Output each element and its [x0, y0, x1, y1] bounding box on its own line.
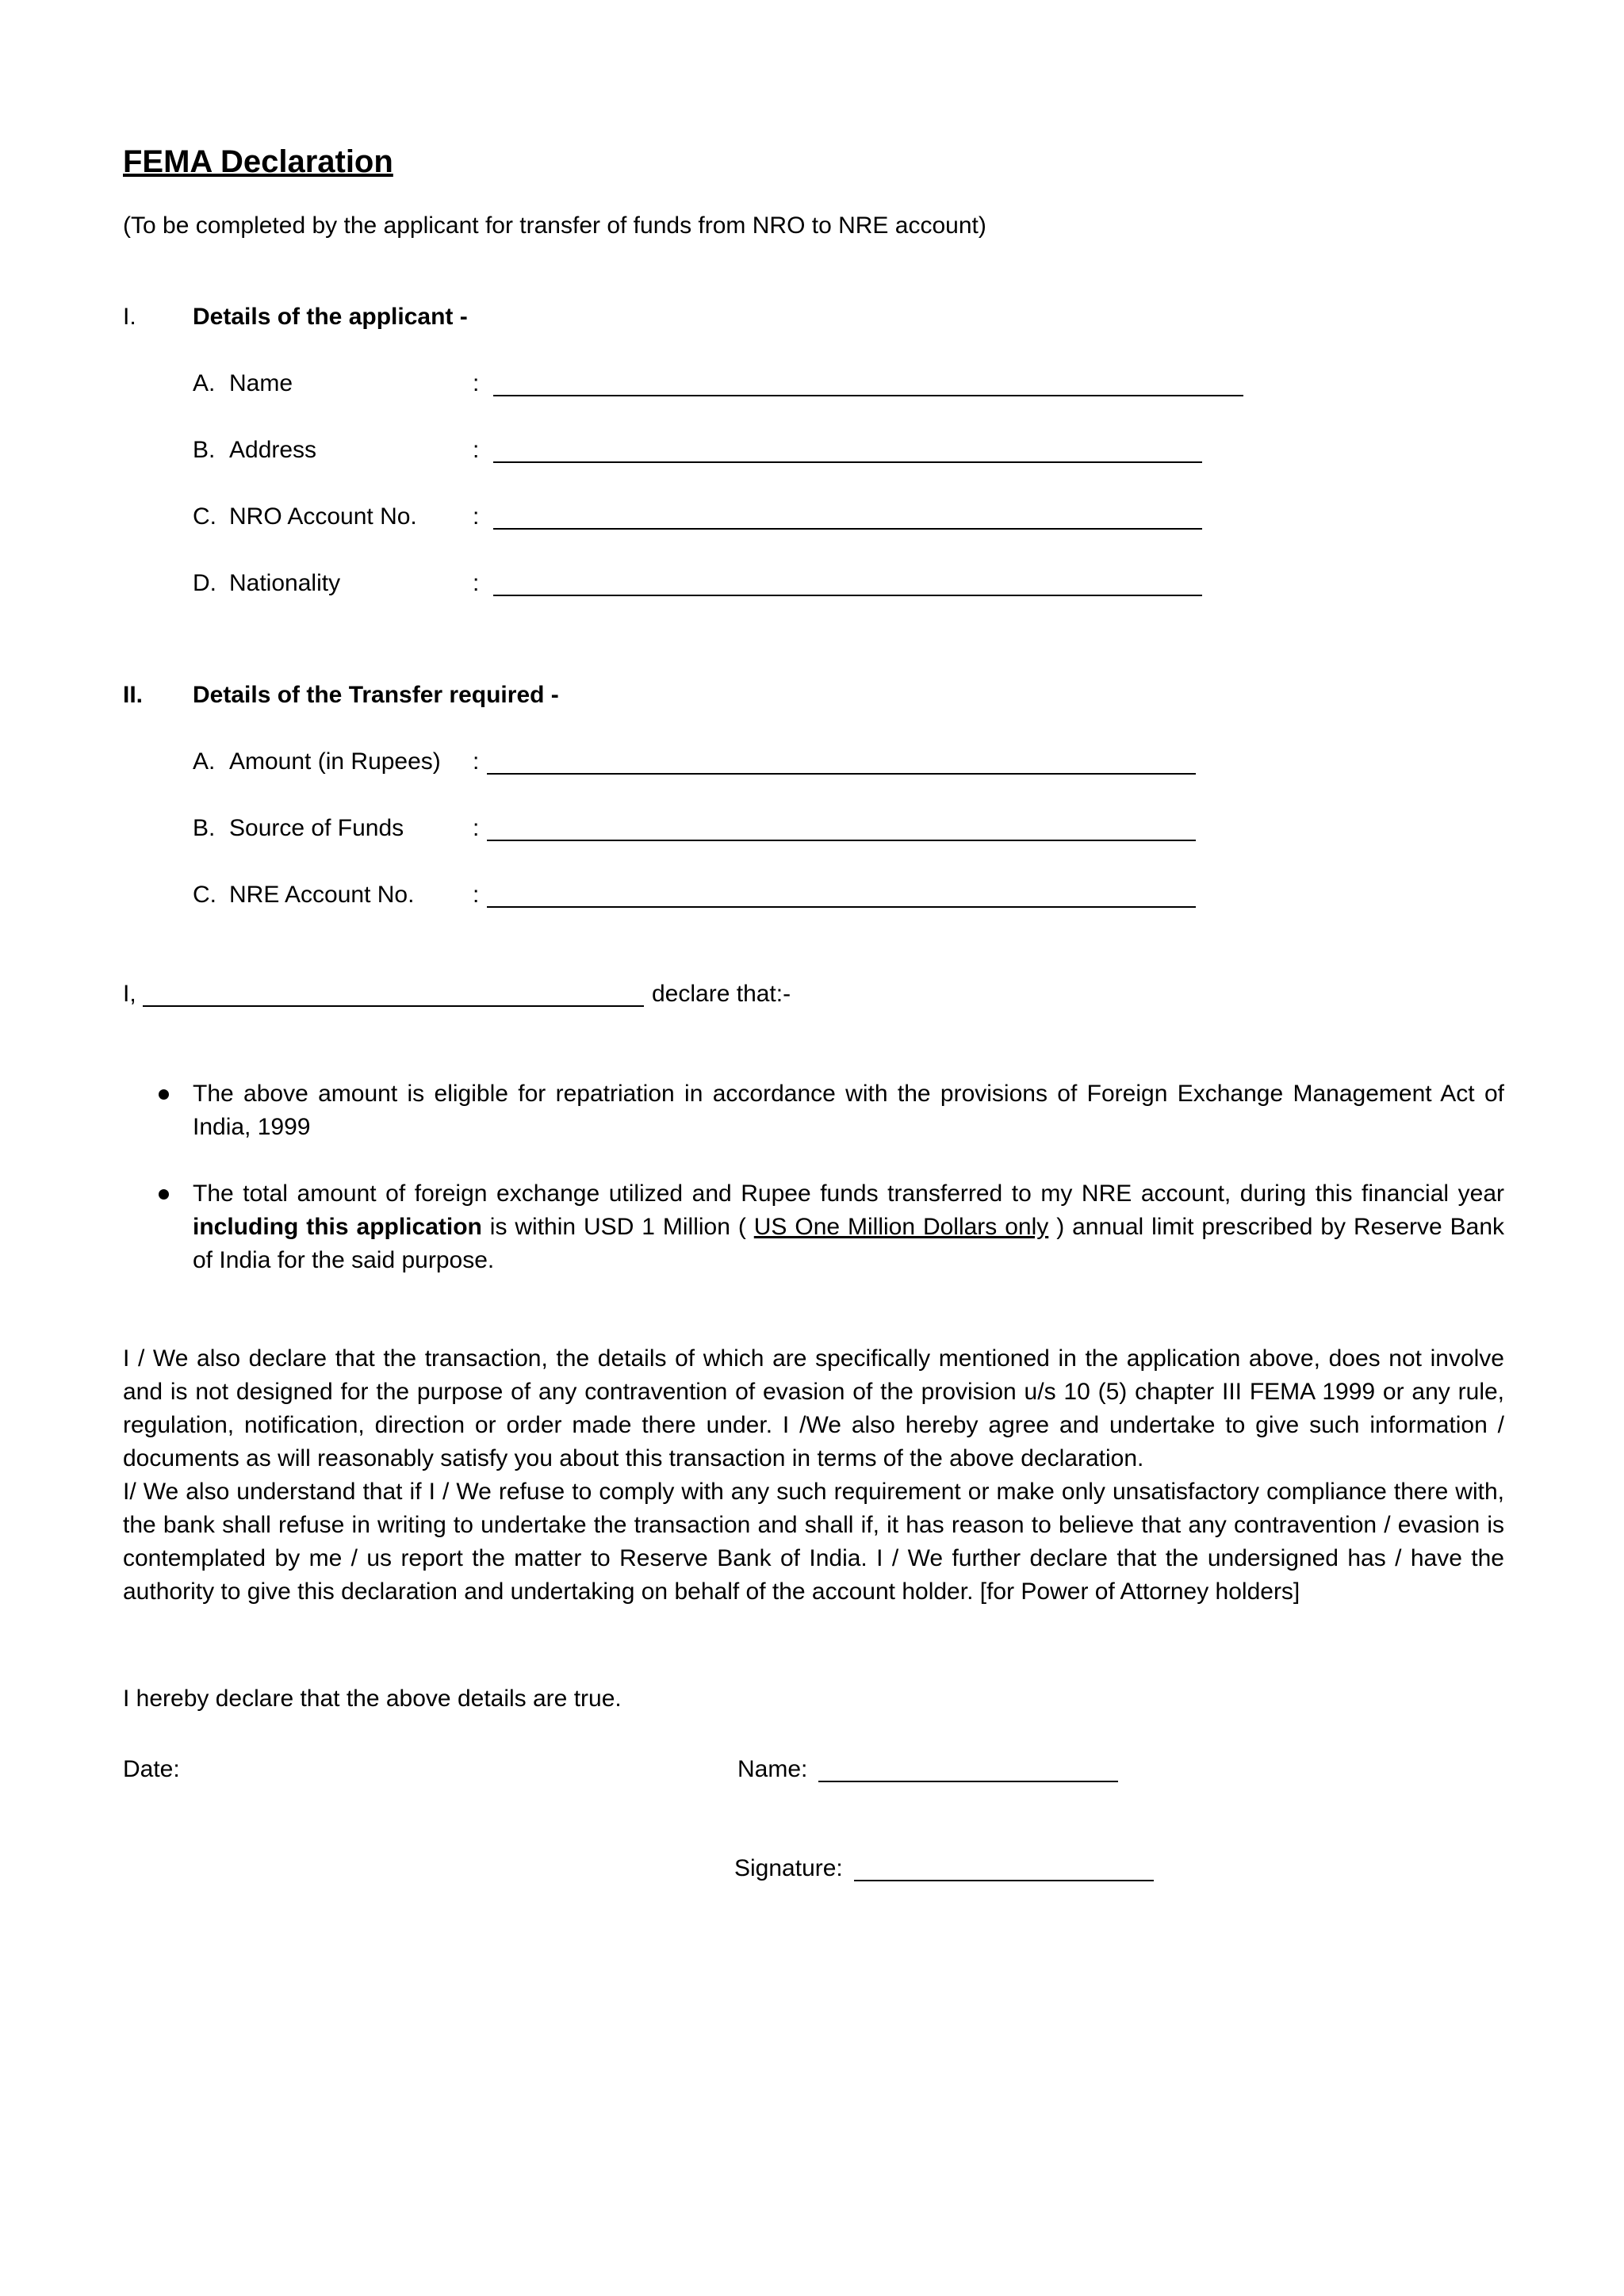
bullet-icon: [159, 1089, 169, 1100]
field-colon: :: [473, 370, 480, 396]
field-letter: A.: [193, 748, 216, 775]
field-colon: :: [473, 437, 480, 463]
bullet-repatriation: The above amount is eligible for repatriation in accordance with the provisions of Foreign Exchange Management Act of India, 1999: [193, 1081, 1504, 1140]
field-colon: :: [473, 503, 480, 530]
field-colon: :: [473, 815, 480, 841]
date-label: Date:: [123, 1756, 180, 1782]
section-2-number: II.: [123, 682, 144, 708]
bullet-icon: [159, 1189, 169, 1200]
field-colon: :: [473, 882, 480, 908]
field-label-nationality: Nationality: [229, 570, 341, 596]
footer-name-field[interactable]: [818, 1749, 1118, 1784]
address-field[interactable]: [493, 430, 1202, 465]
field-colon: :: [473, 570, 480, 596]
bullet-annual-limit: The total amount of foreign exchange utilized and Rupee funds transferred to my NRE account, during this financial year including this application is within USD 1 Million ( US One Million Dollars only ) annual limit prescribed by Reserve Bank of India for the said purpose.: [193, 1181, 1505, 1273]
nro-account-field[interactable]: [493, 496, 1202, 531]
declare-suffix: declare that:-: [652, 981, 791, 1007]
section-1-number: I.: [123, 304, 136, 330]
page-title: FEMA Declaration: [123, 144, 393, 179]
page-subtitle: (To be completed by the applicant for transfer of funds from NRO to NRE account): [123, 212, 986, 239]
field-letter: A.: [193, 370, 216, 396]
signature-field[interactable]: [854, 1848, 1154, 1883]
field-label-source-of-funds: Source of Funds: [229, 815, 404, 841]
footer-name-label: Name:: [737, 1756, 808, 1782]
true-statement: I hereby declare that the above details are true.: [123, 1686, 622, 1712]
field-letter: C.: [193, 882, 216, 908]
declaration-paragraph-2: I/ We also understand that if I / We refuse to comply with any such requirement or make only unsatisfactory compliance there with, the bank shall refuse in writing to undertake the transaction and shall if, it has reason to believe that any contravention / evasion is contemplated by me / us report the matter to Reserve Bank of India. I / We further declare that the undersigned has / have the authority to give this declaration and undertaking on behalf of the account holder. [for Power of Attorney holders]: [123, 1479, 1504, 1605]
name-field[interactable]: [493, 363, 1243, 398]
field-colon: :: [473, 748, 480, 775]
field-letter: B.: [193, 437, 216, 463]
declare-prefix: I,: [123, 981, 136, 1007]
field-label-nre-account: NRE Account No.: [229, 882, 415, 908]
field-letter: C.: [193, 503, 216, 530]
field-label-amount: Amount (in Rupees): [229, 748, 441, 775]
field-label-address: Address: [229, 437, 317, 463]
field-letter: D.: [193, 570, 216, 596]
section-2-heading: Details of the Transfer required -: [193, 682, 559, 708]
nre-account-field[interactable]: [487, 874, 1196, 909]
declarant-name-field[interactable]: [143, 974, 644, 1008]
declaration-paragraph-1: I / We also declare that the transaction, the details of which are specifically mentioned in the application above, does not involve and is not designed for the purpose of any contravention of evasion of the provision u/s 10 (5) chapter III FEMA 1999 or any rule, regulation, notification, direction or order made there under. I /We also hereby agree and undertake to give such information / documents as will reasonably satisfy you about this transaction in terms of the above declaration.: [123, 1345, 1504, 1471]
nationality-field[interactable]: [493, 563, 1202, 598]
field-label-name: Name: [229, 370, 293, 396]
field-letter: B.: [193, 815, 216, 841]
field-label-nro-account: NRO Account No.: [229, 503, 417, 530]
section-1-heading: Details of the applicant -: [193, 304, 468, 330]
signature-label: Signature:: [734, 1855, 843, 1881]
source-of-funds-field[interactable]: [487, 808, 1196, 843]
amount-field[interactable]: [487, 741, 1196, 776]
